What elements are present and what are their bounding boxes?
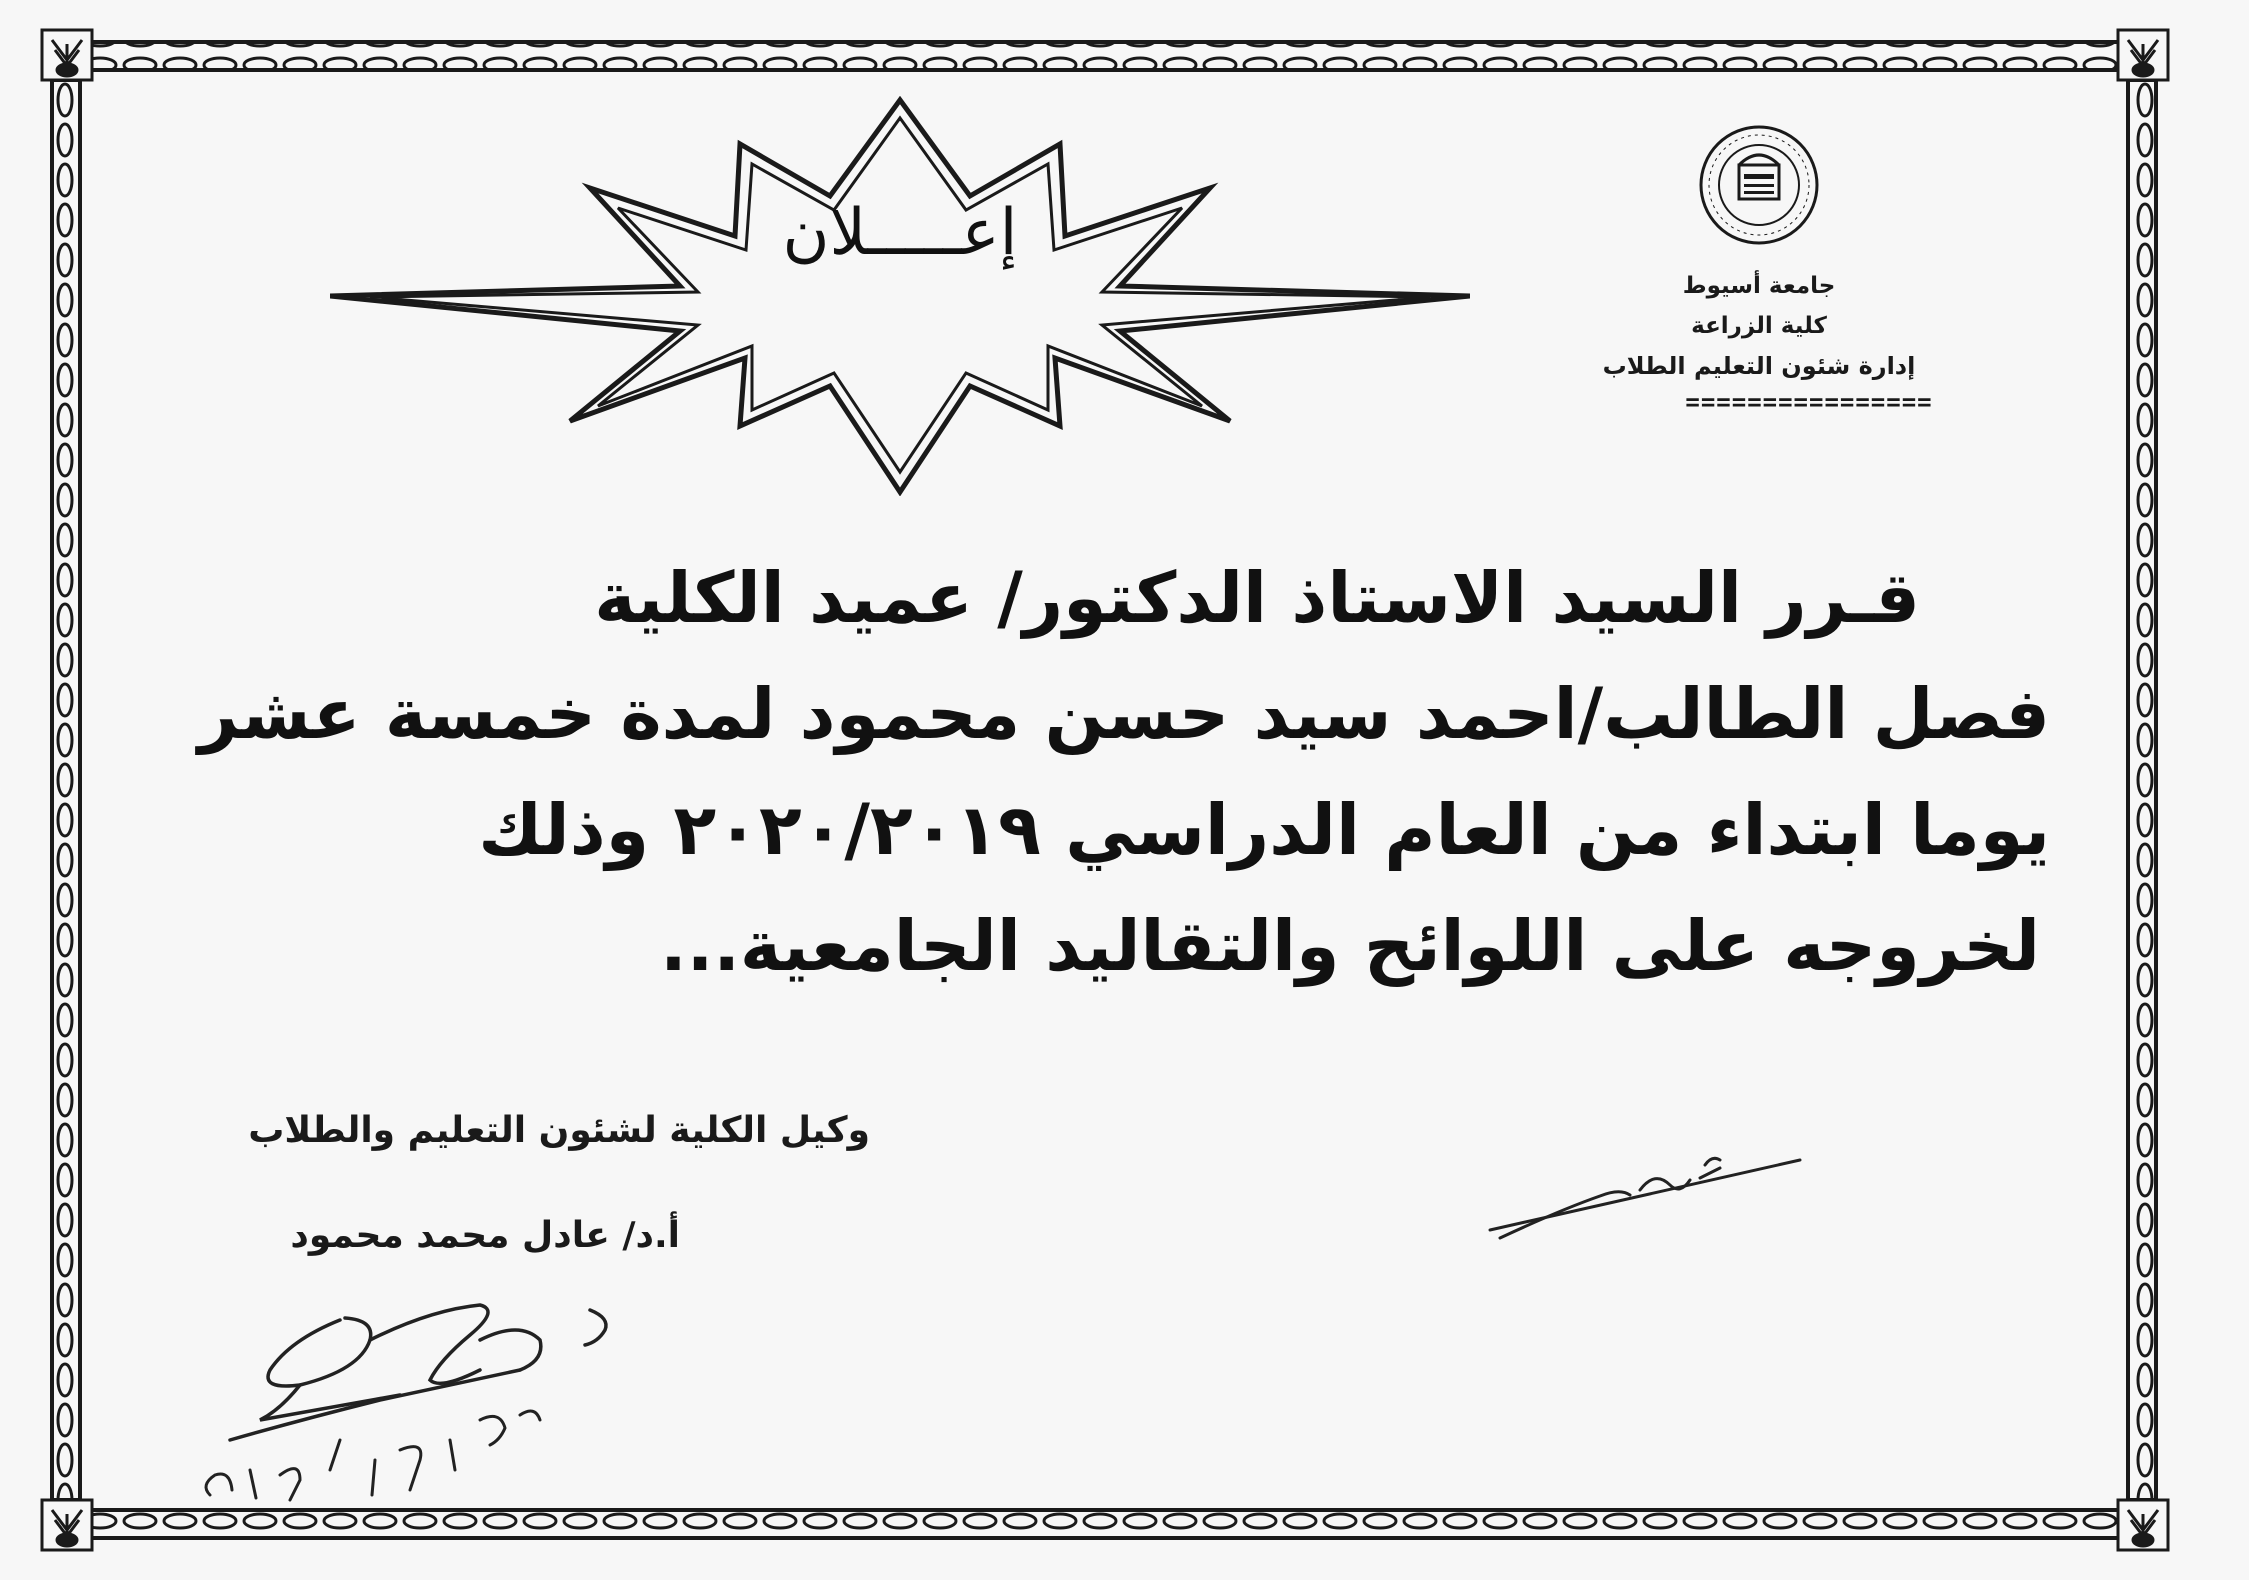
body-line-1: قـرر السيد الاستاذ الدكتور/ عميد الكلية: [594, 557, 1920, 639]
corner-ornament-bottom-left: [42, 1500, 92, 1550]
body-line-4: لخروجه على اللوائح والتقاليد الجامعية...: [660, 905, 2040, 987]
corner-ornament-bottom-right: [2118, 1500, 2168, 1550]
announcement-body: [197, 540, 2050, 1004]
letterhead-rule: ================: [1685, 388, 1933, 416]
letterhead: [1569, 120, 1949, 418]
faculty-name: كلية الزراعة: [1691, 313, 1827, 339]
university-seal-logo: [1684, 120, 1834, 250]
announcement-title: إعـــــلان: [782, 196, 1018, 270]
signatory-title: وكيل الكلية لشئون التعليم والطلاب: [248, 1110, 870, 1151]
department-name: إدارة شئون التعليم الطلاب: [1602, 352, 1916, 380]
body-line-2: فصل الطالب/احمد سيد حسن محمود لمدة خمسة عشر: [197, 673, 2050, 755]
announcement-starburst: [330, 96, 1470, 496]
university-name: جامعة أسيوط: [1682, 273, 1836, 299]
signatory-name: أ.د/ عادل محمد محمود: [290, 1215, 680, 1256]
corner-ornament-top-left: [42, 30, 92, 80]
corner-ornament-top-right: [2118, 30, 2168, 80]
body-line-3: يوما ابتداء من العام الدراسي ٢٠٢٠/٢٠١٩ وذلك: [478, 789, 2050, 871]
